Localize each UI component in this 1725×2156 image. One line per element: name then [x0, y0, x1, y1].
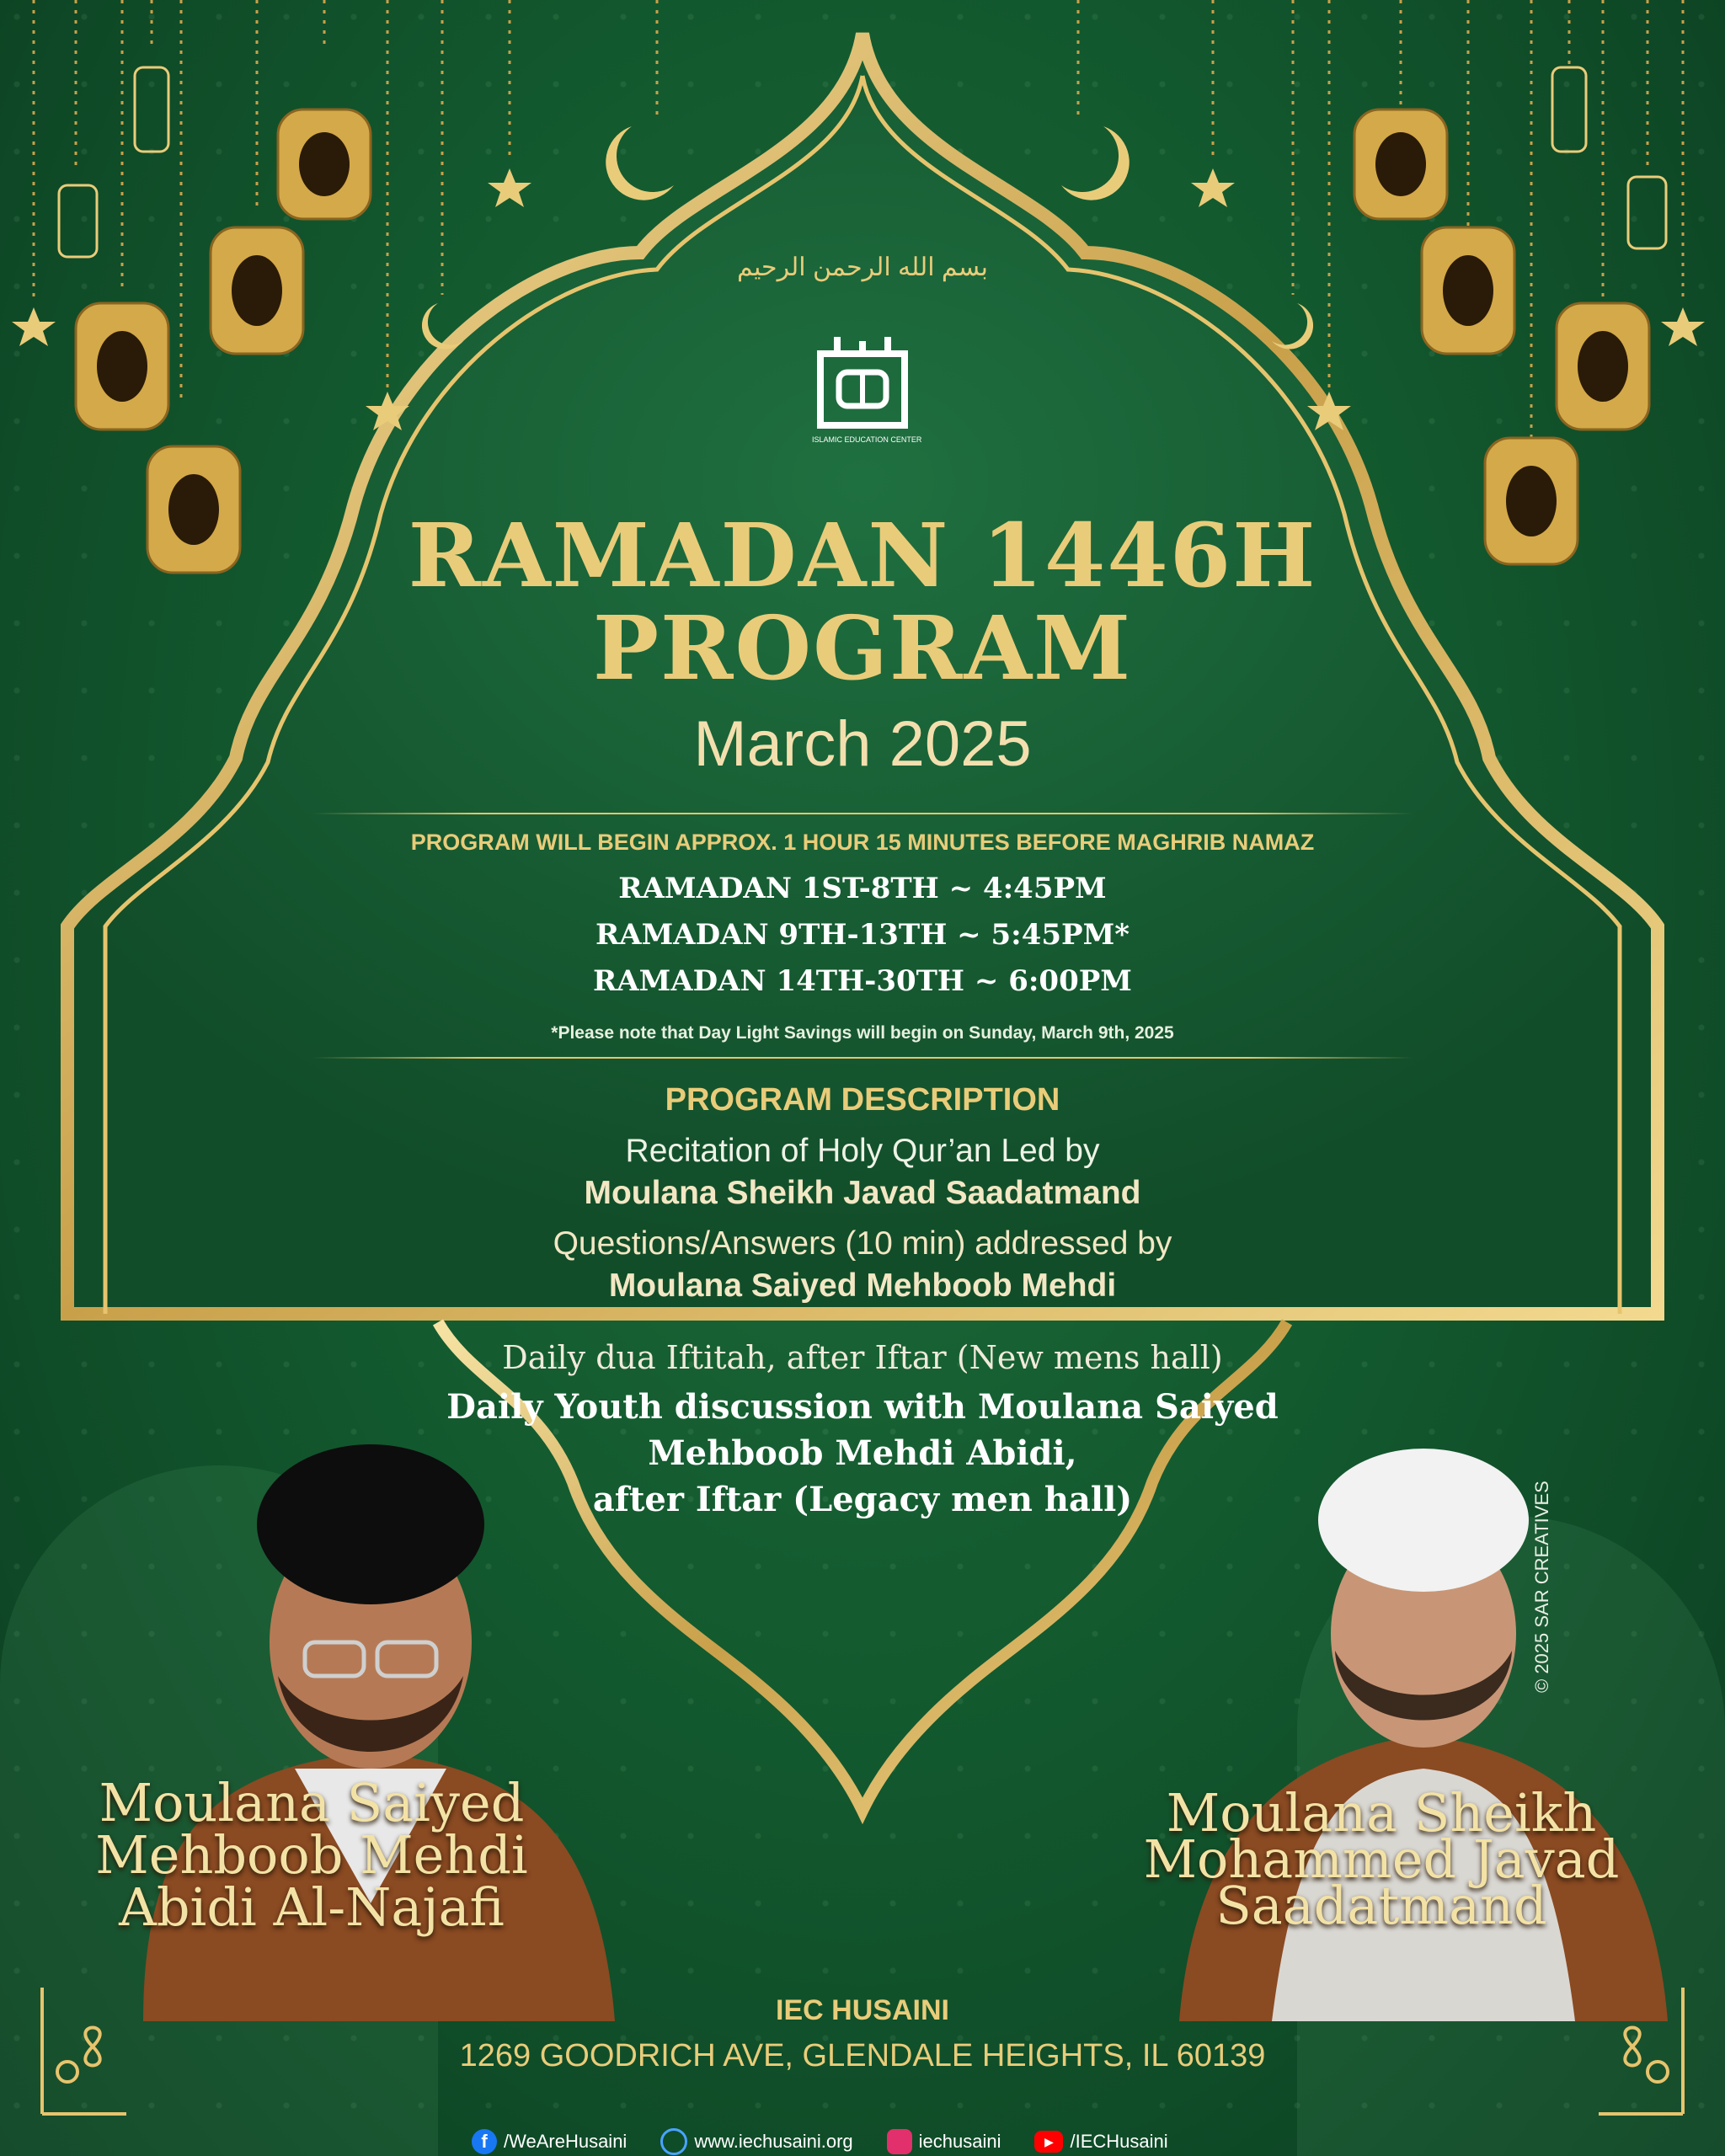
iec-logo [812, 337, 922, 446]
description-line4: Moulana Saiyed Mehboob Mehdi [608, 1267, 1117, 1304]
title-line2: PROGRAM [592, 596, 1133, 700]
youtube-handle: /IECHusaini [1070, 2131, 1168, 2152]
footer-org: IEC HUSAINI [776, 1994, 949, 2026]
schedule-heading: PROGRAM WILL BEGIN APPROX. 1 HOUR 15 MINUTES BEFORE MAGHRIB NAMAZ [410, 830, 1315, 855]
schedule-note: *Please note that Day Light Savings will begin on Sunday, March 9th, 2025 [551, 1023, 1174, 1043]
facebook-icon: f [472, 2129, 497, 2154]
description-line5: Daily dua Iftitah, after Iftar (New mens hall) [502, 1339, 1223, 1376]
speaker-right-line3: Saadatmand [1215, 1875, 1547, 1936]
facebook-link[interactable] [472, 2129, 627, 2154]
description-line1: Recitation of Holy Qur’an Led by [625, 1133, 1100, 1169]
design-credit: © 2025 SAR CREATIVES [1531, 1481, 1552, 1693]
description-line7: Mehboob Mehdi Abidi, [648, 1433, 1077, 1473]
instagram-handle: iechusaini [918, 2131, 1001, 2152]
description-line8: after Iftar (Legacy men hall) [592, 1480, 1133, 1519]
speaker-left-name [51, 1772, 573, 1938]
globe-icon [660, 2128, 687, 2155]
schedule-time-3: RAMADAN 14TH-30TH ~ 6:00PM [593, 964, 1132, 998]
speaker-left-line1: Moulana Saiyed [99, 1772, 525, 1833]
bismillah: بسم الله الرحمن الرحیم [737, 253, 988, 281]
iec-logo-icon [812, 337, 913, 430]
speaker-left-line3: Abidi Al-Najafi [119, 1876, 505, 1938]
logo-caption: ISLAMIC EDUCATION CENTER [812, 435, 922, 444]
instagram-link[interactable] [887, 2129, 1001, 2154]
speaker-right-name [1095, 1782, 1668, 1936]
speaker-right-line2: Mohammed Javad [1143, 1828, 1620, 1890]
speaker-right-line1: Moulana Sheikh [1166, 1782, 1597, 1844]
speaker-left-line2: Mehboob Mehdi [95, 1824, 528, 1886]
instagram-icon [887, 2129, 912, 2154]
subtitle-month: March 2025 [693, 708, 1032, 780]
social-row [472, 2131, 1168, 2153]
website-url: www.iechusaini.org [694, 2131, 853, 2152]
description-line3: Questions/Answers (10 min) addressed by [553, 1225, 1172, 1262]
schedule-time-1: RAMADAN 1ST-8TH ~ 4:45PM [618, 872, 1107, 905]
schedule-time-2: RAMADAN 9TH-13TH ~ 5:45PM* [595, 918, 1130, 952]
divider-top [312, 813, 1413, 814]
description-heading: PROGRAM DESCRIPTION [665, 1082, 1060, 1118]
description-line2: Moulana Sheikh Javad Saadatmand [584, 1175, 1141, 1211]
divider-bottom [312, 1057, 1413, 1059]
footer-address: 1269 GOODRICH AVE, GLENDALE HEIGHTS, IL 60139 [459, 2038, 1266, 2073]
title-line1: RAMADAN 1446H [408, 504, 1317, 607]
youtube-icon: ▶ [1034, 2131, 1063, 2153]
description-line6: Daily Youth discussion with Moulana Saiyed [446, 1387, 1279, 1427]
youtube-link[interactable] [1034, 2131, 1167, 2153]
website-link[interactable] [660, 2128, 852, 2155]
facebook-handle: /WeAreHusaini [504, 2131, 628, 2152]
